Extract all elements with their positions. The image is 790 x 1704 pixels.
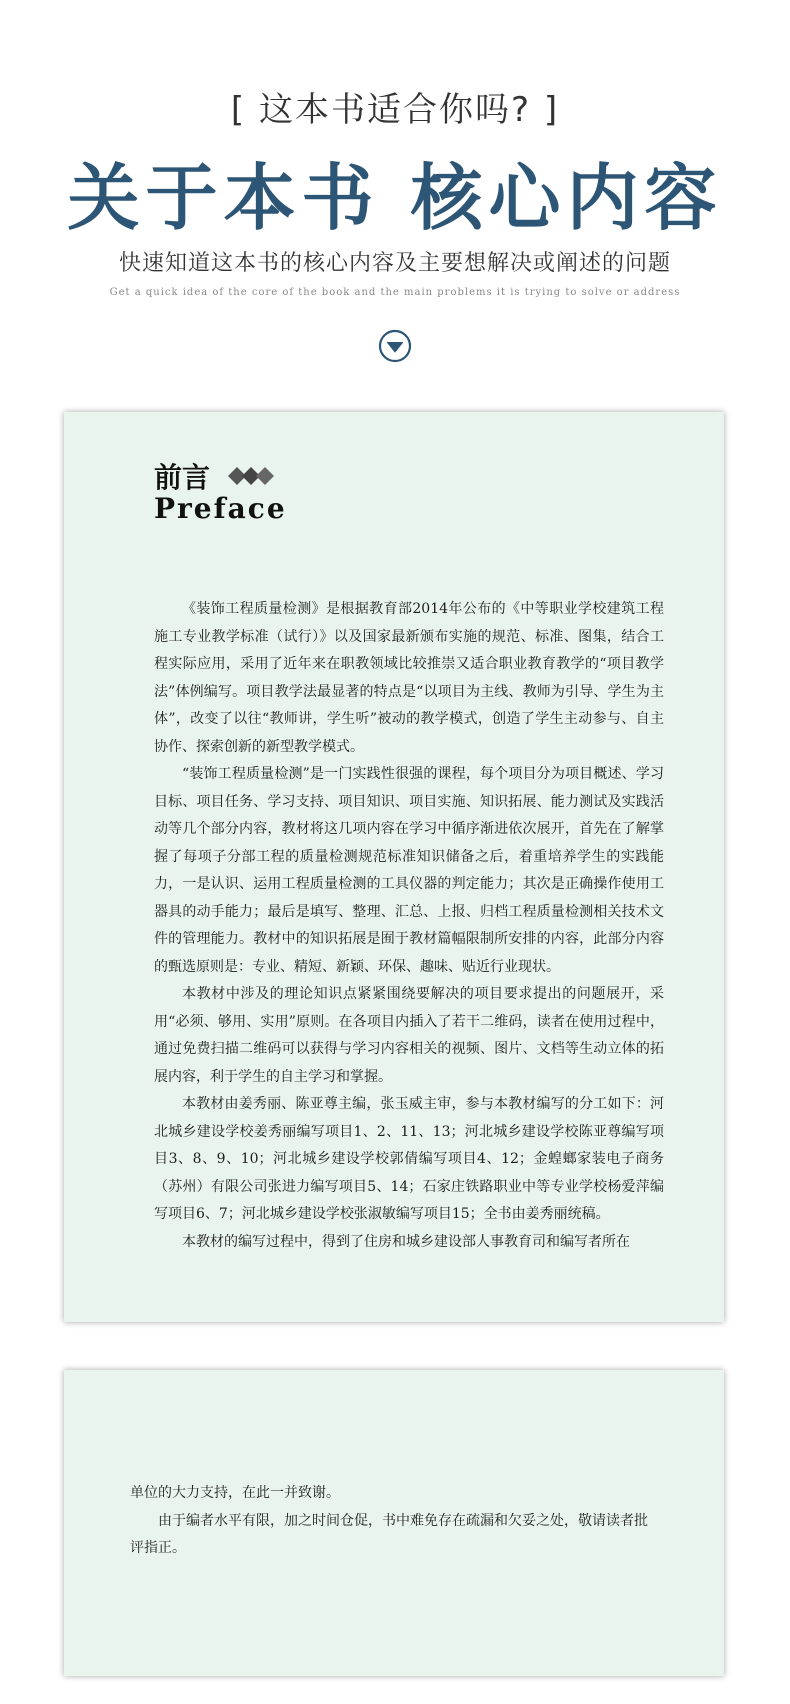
- diamond-ornament-icon: [226, 465, 286, 491]
- section-subtitle: [ 这本书适合你吗? ]: [230, 90, 560, 130]
- preface-heading-en: Preface: [154, 492, 287, 525]
- section-description-en: Get a quick idea of the core of the book and the main problems it is trying to solve or address: [109, 287, 681, 298]
- preface-paragraph: 《装饰工程质量检测》是根据教育部2014年公布的《中等职业学校建筑工程施工专业教学标准（试行）》以及国家最新颁布实施的规范、标准、图集，结合工程实际应用，采用了近年来在职教领域比较推崇又适合职业教育教学的“项目教学法”体例编写。项目教学法最显著的特点是“以项目为主线、教师为引导、学生为主体”，改变了以往“教师讲，学生听”被动的教学模式，创造了学生主动参与、自主协作、探索创新的新型教学模式。: [154, 601, 664, 755]
- preface-paragraph: 由于编者水平有限，加之时间仓促，书中难免存在疏漏和欠妥之处，敬请读者批评指正。: [130, 1512, 648, 1556]
- section-title: 关于本书 核心内容: [67, 155, 723, 240]
- preface-body: [154, 596, 664, 1256]
- preface-heading-cn: 前言: [154, 461, 211, 494]
- preface-paragraph: 本教材的编写过程中，得到了住房和城乡建设部人事教育司和编写者所在: [182, 1233, 630, 1250]
- preface-body-continued: [130, 1480, 650, 1563]
- preface-paragraph: 单位的大力支持，在此一并致谢。: [130, 1485, 340, 1501]
- header-section: [0, 0, 790, 380]
- preface-page-2: [64, 1370, 724, 1676]
- preface-paragraph: 本教材由姜秀丽、陈亚尊主编，张玉威主审，参与本教材编写的分工如下：河北城乡建设学校姜秀丽编写项目1、2、11、13；河北城乡建设学校陈亚尊编写项目3、8、9、10；河北城乡建设学校郭倩编写项目4、12；金蝗螂家装电子商务（苏州）有限公司张进力编写项目5、14；石家庄铁路职业中等专业学校杨爱萍编写项目6、7；河北城乡建设学校张淑敏编写项目15；全书由姜秀丽统稿。: [154, 1096, 664, 1222]
- preface-paragraph: 本教材中涉及的理论知识点紧紧围绕要解决的项目要求提出的问题展开，采用“必须、够用、实用”原则。在各项目内插入了若干二维码，读者在使用过程中，通过免费扫描二维码可以获得与学习内容相关的视频、图片、文档等生动立体的拓展内容，利于学生的自主学习和掌握。: [154, 986, 664, 1085]
- preface-paragraph: “装饰工程质量检测”是一门实践性很强的课程，每个项目分为项目概述、学习目标、项目任务、学习支持、项目知识、项目实施、知识拓展、能力测试及实践活动等几个部分内容，教材将这几项内容在学习中循序渐进依次展开，首先在了解掌握了每项子分部工程的质量检测规范标准知识储备之后，着重培养学生的实践能力，一是认识、运用工程质量检测的工具仪器的判定能力；其次是正确操作使用工器具的动手能力；最后是填写、整理、汇总、上报、归档工程质量检测相关技术文件的管理能力。教材中的知识拓展是囿于教材篇幅限制所安排的内容，此部分内容的甄选原则是：专业、精短、新颖、环保、趣味、贴近行业现状。: [154, 766, 664, 975]
- preface-page-1: [64, 412, 724, 1322]
- chevron-down-circle-icon: [377, 328, 413, 364]
- section-description: 快速知道这本书的核心内容及主要想解决或阐述的问题: [118, 251, 671, 276]
